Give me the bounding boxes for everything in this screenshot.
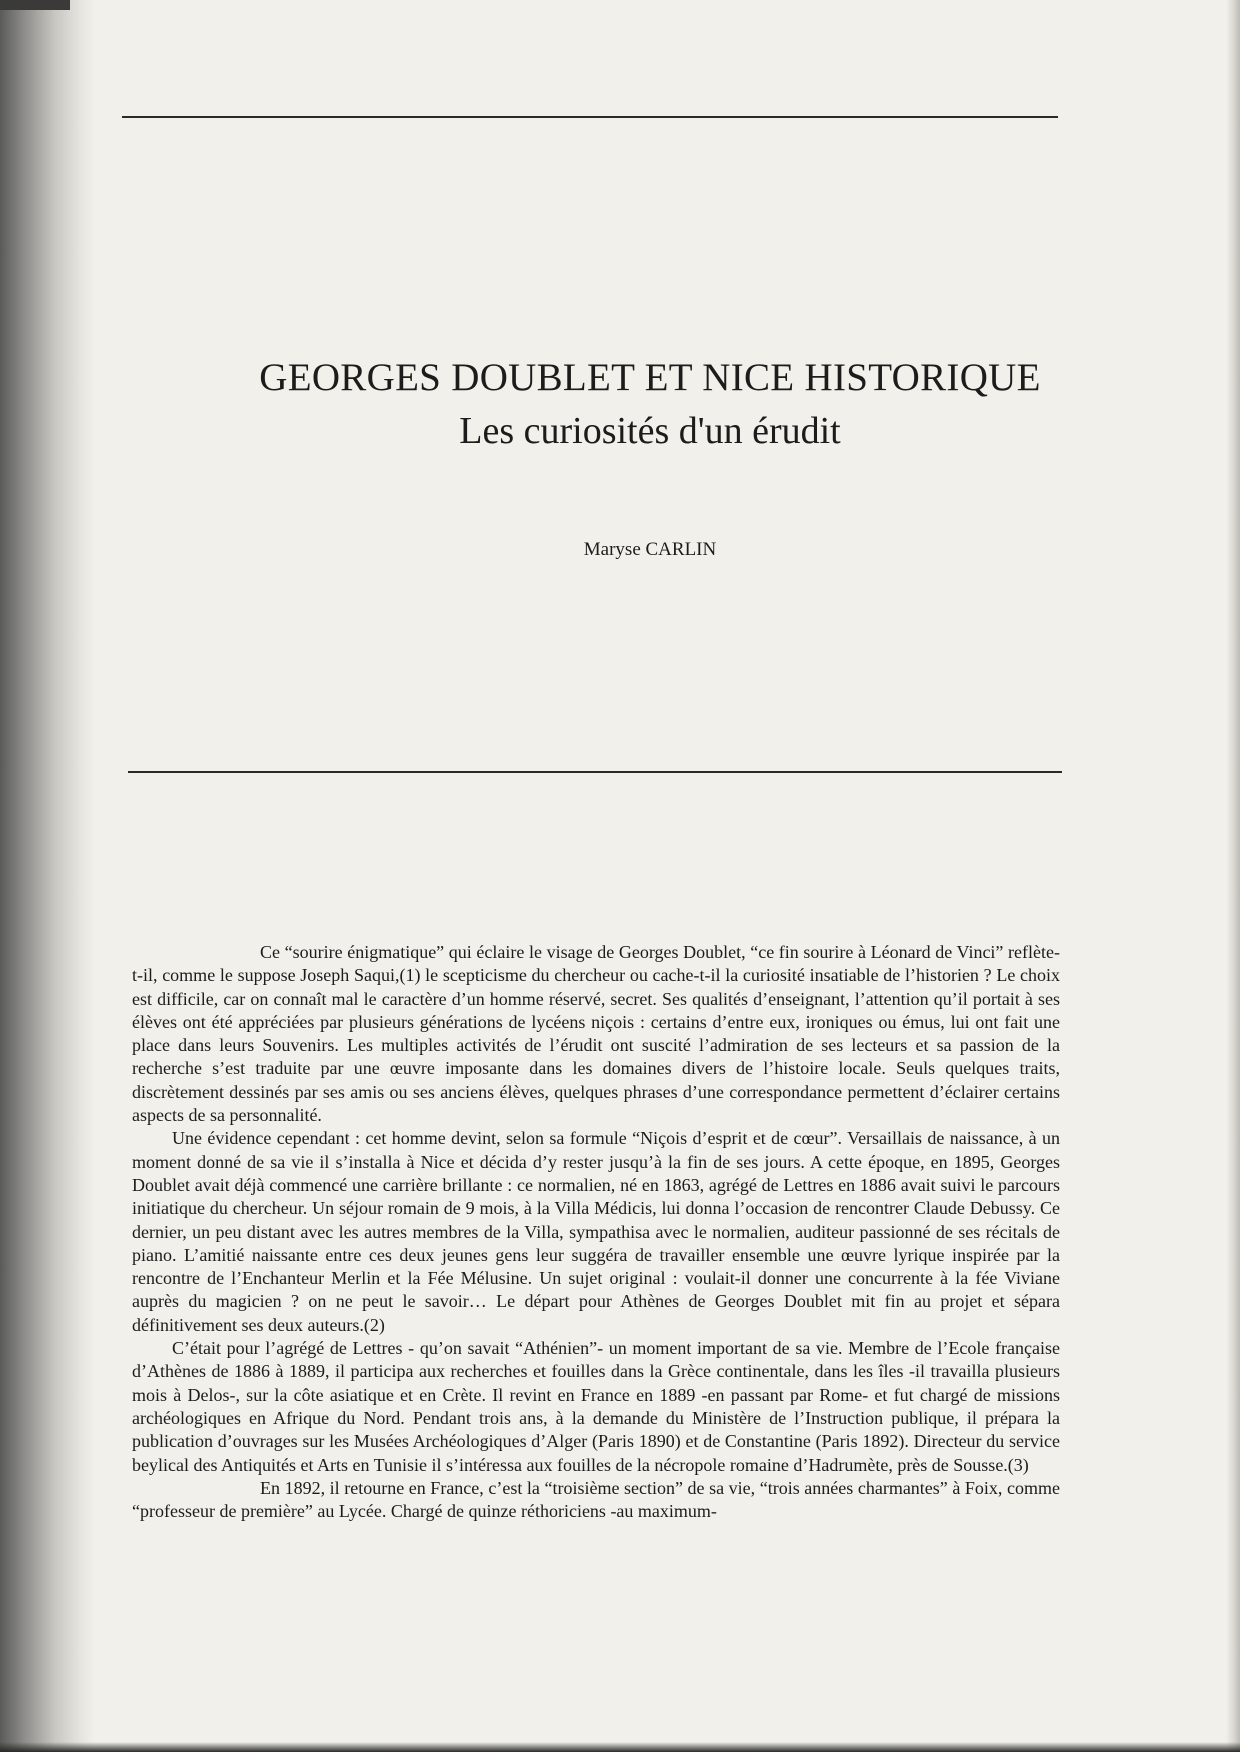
page-bottom-edge — [0, 1742, 1240, 1752]
top-rule — [122, 116, 1058, 118]
article-title: GEORGES DOUBLET ET NICE HISTORIQUE — [259, 356, 1041, 399]
paragraph: Ce “sourire énigmatique” qui éclaire le visage de Georges Doublet, “ce fin sourire à Léonard de Vinci” reflète-t-il, comme le suppose Joseph Saqui,(1) le scepticisme du chercheur ou cache-t-il la curiosité insatiable de l’historien ? Le choix est difficile, car on connaît mal le caractère d’un homme réservé, secret. Ses qualités d’enseignant, l’attention qu’il portait à ses élèves ont été appréciées par plusieurs générations de lycéens niçois : certains d’entre eux, ironiques ou émus, lui ont fait une place dans leurs Souvenirs. Les multiples activités de l’érudit ont suscité l’admiration de ses lecteurs et sa passion de la recherche s’est traduite par une œuvre imposante dans les domaines divers de l’histoire locale. Seuls quelques traits, discrètement dessinés par ses amis ou ses anciens élèves, quelques phrases d’une correspondance permettent d’éclairer certains aspects de sa personnalité. — [132, 942, 1060, 1126]
article-body — [132, 941, 1060, 1523]
page-right-edge — [1226, 0, 1240, 1752]
binding-shadow — [0, 0, 95, 1752]
paragraph: Une évidence cependant : cet homme devint, selon sa formule “Niçois d’esprit et de cœur”. Versaillais de naissance, à un moment donné de sa vie il s’installa à Nice et décida d’y rester jusqu’à la fin de ses jours. A cette époque, en 1895, Georges Doublet avait déjà commencé une carrière brillante : ce normalien, né en 1863, agrégé de Lettres en 1886 avait suivi le parcours initiatique du chercheur. Un séjour romain de 9 mois, à la Villa Médicis, lui donna l’occasion de rencontrer Claude Debussy. Ce dernier, un peu distant avec les autres membres de la Villa, sympathisa avec le normalien, auditeur passionné de ses récitals de piano. L’amitié naissante entre ces deux jeunes gens leur suggéra de travailler ensemble une œuvre lyrique inspirée par la rencontre de l’Enchanteur Merlin et la Fée Mélusine. Un sujet original : voulait-il donner une concurrente à la fée Viviane auprès du magicien ? on ne peut le savoir… Le départ pour Athènes de Georges Doublet mit fin au projet et sépara définitivement ses deux auteurs.(2) — [132, 1128, 1060, 1335]
article-subtitle: Les curiosités d'un érudit — [459, 410, 841, 452]
article-author: Maryse CARLIN — [583, 539, 717, 560]
page-top-edge — [0, 0, 70, 10]
paragraph: En 1892, il retourne en France, c’est la “troisième section” de sa vie, “trois années charmantes” à Foix, comme “professeur de première” au Lycée. Chargé de quinze réthoriciens -au maximum- — [132, 1477, 1060, 1522]
paragraph: C’était pour l’agrégé de Lettres - qu’on savait “Athénien”- un moment important de sa vie. Membre de l’Ecole française d’Athènes de 1886 à 1889, il participa aux recherches et fouilles dans la Grèce continentale, dans les îles -il travailla plusieurs mois à Delos-, sur la côte asiatique et en Crète. Il revint en France en 1889 -en passant par Rome- et fut chargé de missions archéologiques en Afrique du Nord. Pendant trois ans, à la demande du Ministère de l’Instruction publique, il prépara la publication d’ouvrages sur les Musées Archéologiques d’Alger (Paris 1890) et de Constantine (Paris 1892). Directeur du service beylical des Antiquités et Arts en Tunisie il s’intéressa aux fouilles de la nécropole romaine d’Hadrumète, près de Sousse.(3) — [132, 1338, 1060, 1475]
bottom-rule — [128, 771, 1062, 773]
